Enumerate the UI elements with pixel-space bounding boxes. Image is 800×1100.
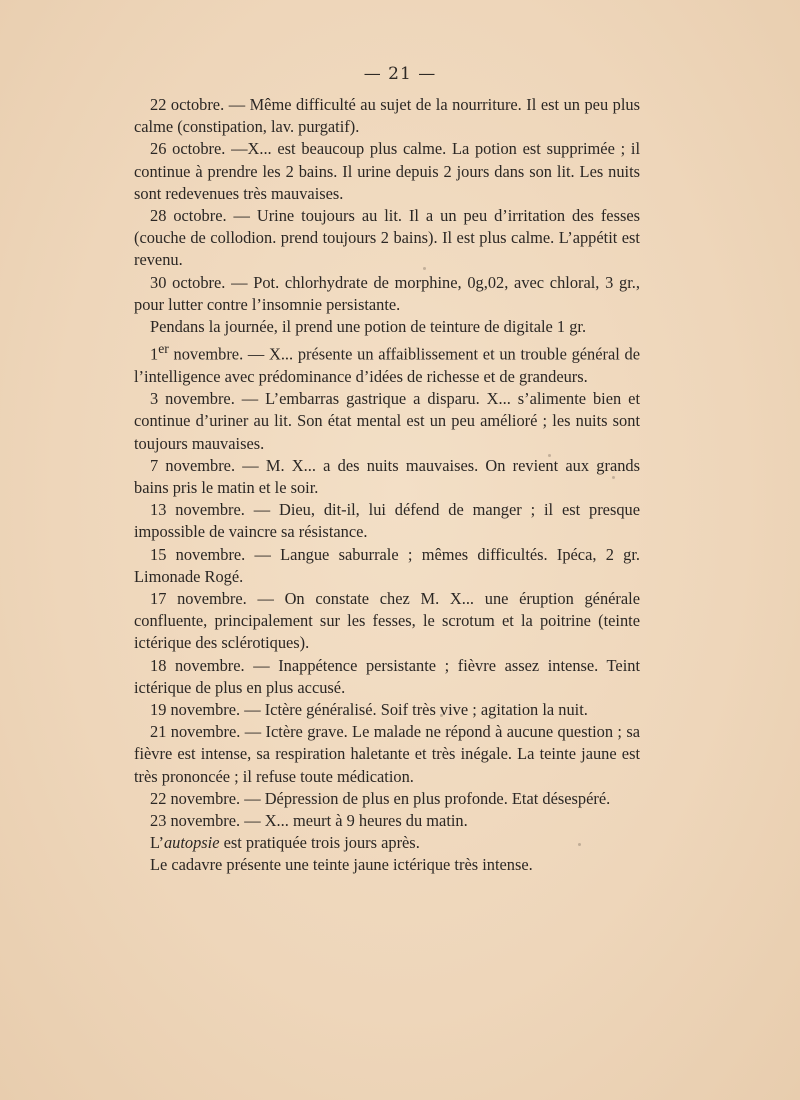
- diary-entry: [134, 316, 640, 338]
- diary-entry: [134, 338, 640, 388]
- entry-text: — L’embarras gastrique a disparu. X... s’alimente bien et continue d’uriner au lit. Son état mental est un peu amélioré ; les nuits sont toujours mauvaises.: [134, 389, 640, 453]
- entry-date: 18 novembre.: [150, 655, 245, 675]
- entry-text: — X... meurt à 9 heures du matin.: [240, 810, 468, 830]
- entry-text: — Inappétence persistante ; fièvre assez intense. Teint ictérique de plus en plus accusé.: [134, 655, 640, 697]
- entry-date: 1: [150, 344, 159, 364]
- entry-date: 22 octobre.: [150, 95, 225, 114]
- paper-speck: [612, 476, 615, 479]
- diary-entry: [134, 721, 640, 788]
- entry-date: Pendans la journée,: [150, 317, 278, 337]
- entry-date: 3 novembre.: [150, 389, 235, 409]
- diary-entry: [134, 455, 640, 499]
- entry-date: 15 novembre.: [150, 544, 246, 564]
- entry-date: 17 novembre.: [150, 588, 247, 608]
- entry-text: — On constate chez M. X... une éruption générale confluente, principalement sur les fesses, le scrotum et la poitrine (teinte ictérique des sclérotiques).: [134, 588, 640, 653]
- entry-text: — Ictère grave. Le malade ne répond à aucune question ; sa fièvre est intense, sa respiration haletante et très inégale. La teinte jaune est très prononcée ; il refuse toute médication.: [134, 722, 641, 786]
- entry-text: —X... est beaucoup plus calme. La potion est supprimée ; il continue à prendre les 2 bains. Il urine depuis 2 jours dans son lit. Les nuits sont redevenues très mauvaises.: [134, 139, 640, 203]
- paper-speck: [423, 267, 426, 270]
- diary-entry: [134, 138, 640, 205]
- paper-speck: [578, 843, 581, 846]
- final-paragraph: Le cadavre présente une teinte jaune ictérique très intense.: [150, 855, 533, 875]
- diary-entry: [134, 810, 640, 832]
- diary-entry: [134, 588, 640, 655]
- entry-date: 30 octobre.: [150, 272, 226, 292]
- entry-text: — Même difficulté au sujet de la nourriture. Il est un peu plus calme (constipation, lav. purgatif).: [134, 95, 640, 137]
- entry-date: 13 novembre.: [150, 500, 245, 520]
- entry-date-superscript: er: [158, 341, 169, 357]
- entry-date: 19 novembre.: [150, 699, 241, 719]
- entry-date: 26 octobre.: [150, 139, 226, 159]
- entry-text: — Langue saburrale ; mêmes difficultés. Ipéca, 2 gr. Limonade Rogé.: [134, 544, 640, 586]
- entry-date: 22 novembre.: [150, 788, 241, 808]
- text-body: [134, 94, 640, 877]
- entry-text: — Urine toujours au lit. Il a un peu d’irritation des fesses (couche de collodion. prend toujours 2 bains). Il est plus calme. L’appétit est revenu.: [134, 206, 640, 270]
- entry-text: — Dépression de plus en plus profonde. Etat désespéré.: [240, 788, 611, 808]
- entry-text: — Ictère généralisé. Soif très vive ; agitation la nuit.: [240, 699, 588, 719]
- entry-date: 21 novembre.: [150, 722, 241, 742]
- entry-text: novembre. — X... présente un affaiblissement et un trouble général de l’intelligence avec prédominance d’idées de richesse et de grandeurs.: [134, 344, 640, 386]
- autopsie-term: autopsie: [163, 833, 220, 853]
- diary-entry: [134, 94, 640, 138]
- entry-text: — Dieu, dit-il, lui défend de manger ; il est presque impossible de vaincre sa résistance.: [134, 500, 641, 542]
- diary-entry: [134, 699, 640, 721]
- autopsie-prefix: L’: [150, 833, 164, 853]
- entry-text: — Pot. chlorhydrate de morphine, 0g,02, avec chloral, 3 gr., pour lutter contre l’insomnie persistante.: [134, 272, 641, 314]
- diary-entry: [134, 499, 640, 543]
- autopsie-paragraph: [134, 832, 640, 854]
- diary-entry: [134, 788, 640, 810]
- diary-entry: [134, 205, 640, 272]
- entry-date: 23 novembre.: [150, 810, 241, 830]
- diary-entry: [134, 388, 640, 455]
- diary-entry: [134, 544, 640, 588]
- diary-entry: [134, 655, 640, 699]
- entry-date: 28 octobre.: [150, 206, 227, 226]
- entry-text: — M. X... a des nuits mauvaises. On revient aux grands bains pris le matin et le soir.: [134, 455, 640, 497]
- paper-speck: [548, 454, 551, 457]
- entry-date: 7 novembre.: [150, 455, 236, 475]
- diary-entry: [134, 272, 640, 316]
- paper-speck: [440, 714, 443, 717]
- entry-list: [134, 94, 640, 832]
- autopsie-rest: est pratiquée trois jours après.: [219, 833, 420, 853]
- entry-text: il prend une potion de teinture de digitale 1 gr.: [277, 317, 587, 337]
- page-number: — 21 —: [363, 64, 437, 84]
